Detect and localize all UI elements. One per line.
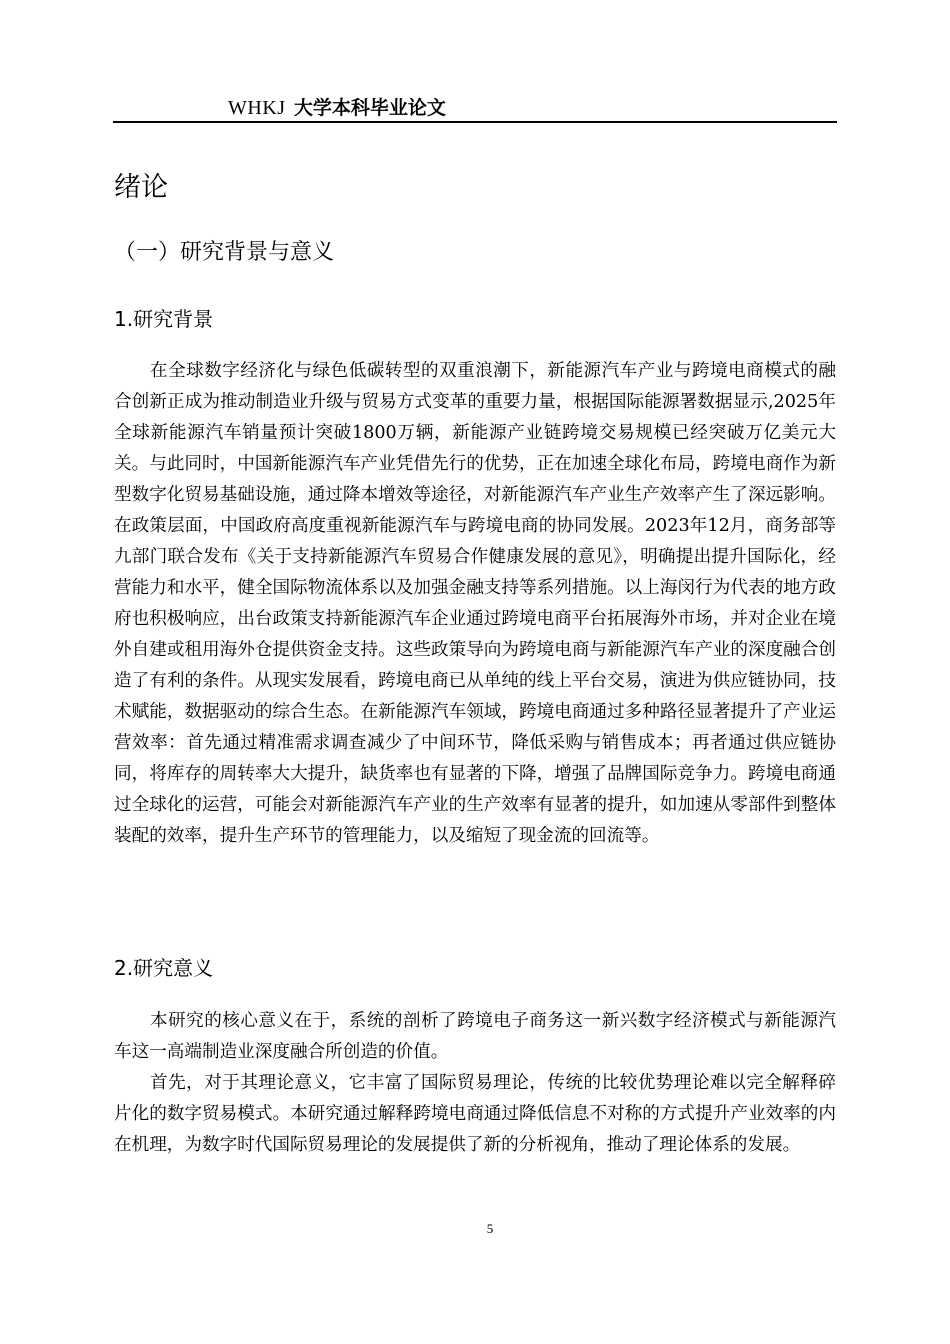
paragraph-significance-theory: 首先，对于其理论意义，它丰富了国际贸易理论，传统的比较优势理论难以完全解释碎片化的数字贸易模式。本研究通过解释跨境电商通过降低信息不对称的方式提升产业效率的内在机理，为数字时代国际贸易理论的发展提供了新的分析视角，推动了理论体系的发展。 <box>114 1073 836 1155</box>
page-number: 5 <box>486 1221 494 1236</box>
section-title: （一）研究背景与意义 <box>114 240 335 265</box>
paragraph-background: 在全球数字经济化与绿色低碳转型的双重浪潮下，新能源汽车产业与跨境电商模式的融合创新正成为推动制造业升级与贸易方式变革的重要力量，根据国际能源署数据显示,2025年全球新能源汽车销量预计突破1800万辆，新能源产业链跨境交易规模已经突破万亿美元大关。与此同时，中国新能源汽车产业凭借先行的优势，正在加速全球化布局，跨境电商作为新型数字化贸易基础设施，通过降本增效等途径，对新能源汽车产业生产效率产生了深远影响。在政策层面，中国政府高度重视新能源汽车与跨境电商的协同发展。2023年12月，商务部等九部门联合发布《关于支持新能源汽车贸易合作健康发展的意见》，明确提出提升国际化，经营能力和水平，健全国际物流体系以及加强金融支持等系列措施。以上海闵行为代表的地方政府也积极响应，出台政策支持新能源汽车企业通过跨境电商平台拓展海外市场，并对企业在境外自建或租用海外仓提供资金支持。这些政策导向为跨境电商与新能源汽车产业的深度融合创造了有利的条件。从现实发展看，跨境电商已从单纯的线上平台交易，演进为供应链协同，技术赋能，数据驱动的综合生态。在新能源汽车领域，跨境电商通过多种路径显著提升了产业运营效率：首先通过精准需求调查减少了中间环节，降低采购与销售成本；再者通过供应链协同，将库存的周转率大大提升，缺货率也有显著的下降，增强了品牌国际竞争力。跨境电商通过全球化的运营，可能会对新能源汽车产业的生产效率有显著的提升，如加速从零部件到整体装配的效率，提升生产环节的管理能力，以及缩短了现金流的回流等。 <box>114 361 836 846</box>
chapter-title: 绪论 <box>114 172 168 203</box>
header-rule <box>113 121 837 123</box>
subsection-title-background: 1.研究背景 <box>114 307 214 331</box>
header-title: 大学本科毕业论文 <box>293 97 446 119</box>
paragraph-significance-core: 本研究的核心意义在于，系统的剖析了跨境电子商务这一新兴数字经济模式与新能源汽车这一高端制造业深度融合所创造的价值。 <box>114 1011 836 1062</box>
header-code: WHKJ <box>228 97 286 119</box>
running-header <box>228 94 446 121</box>
subsection-title-significance: 2.研究意义 <box>114 956 214 980</box>
